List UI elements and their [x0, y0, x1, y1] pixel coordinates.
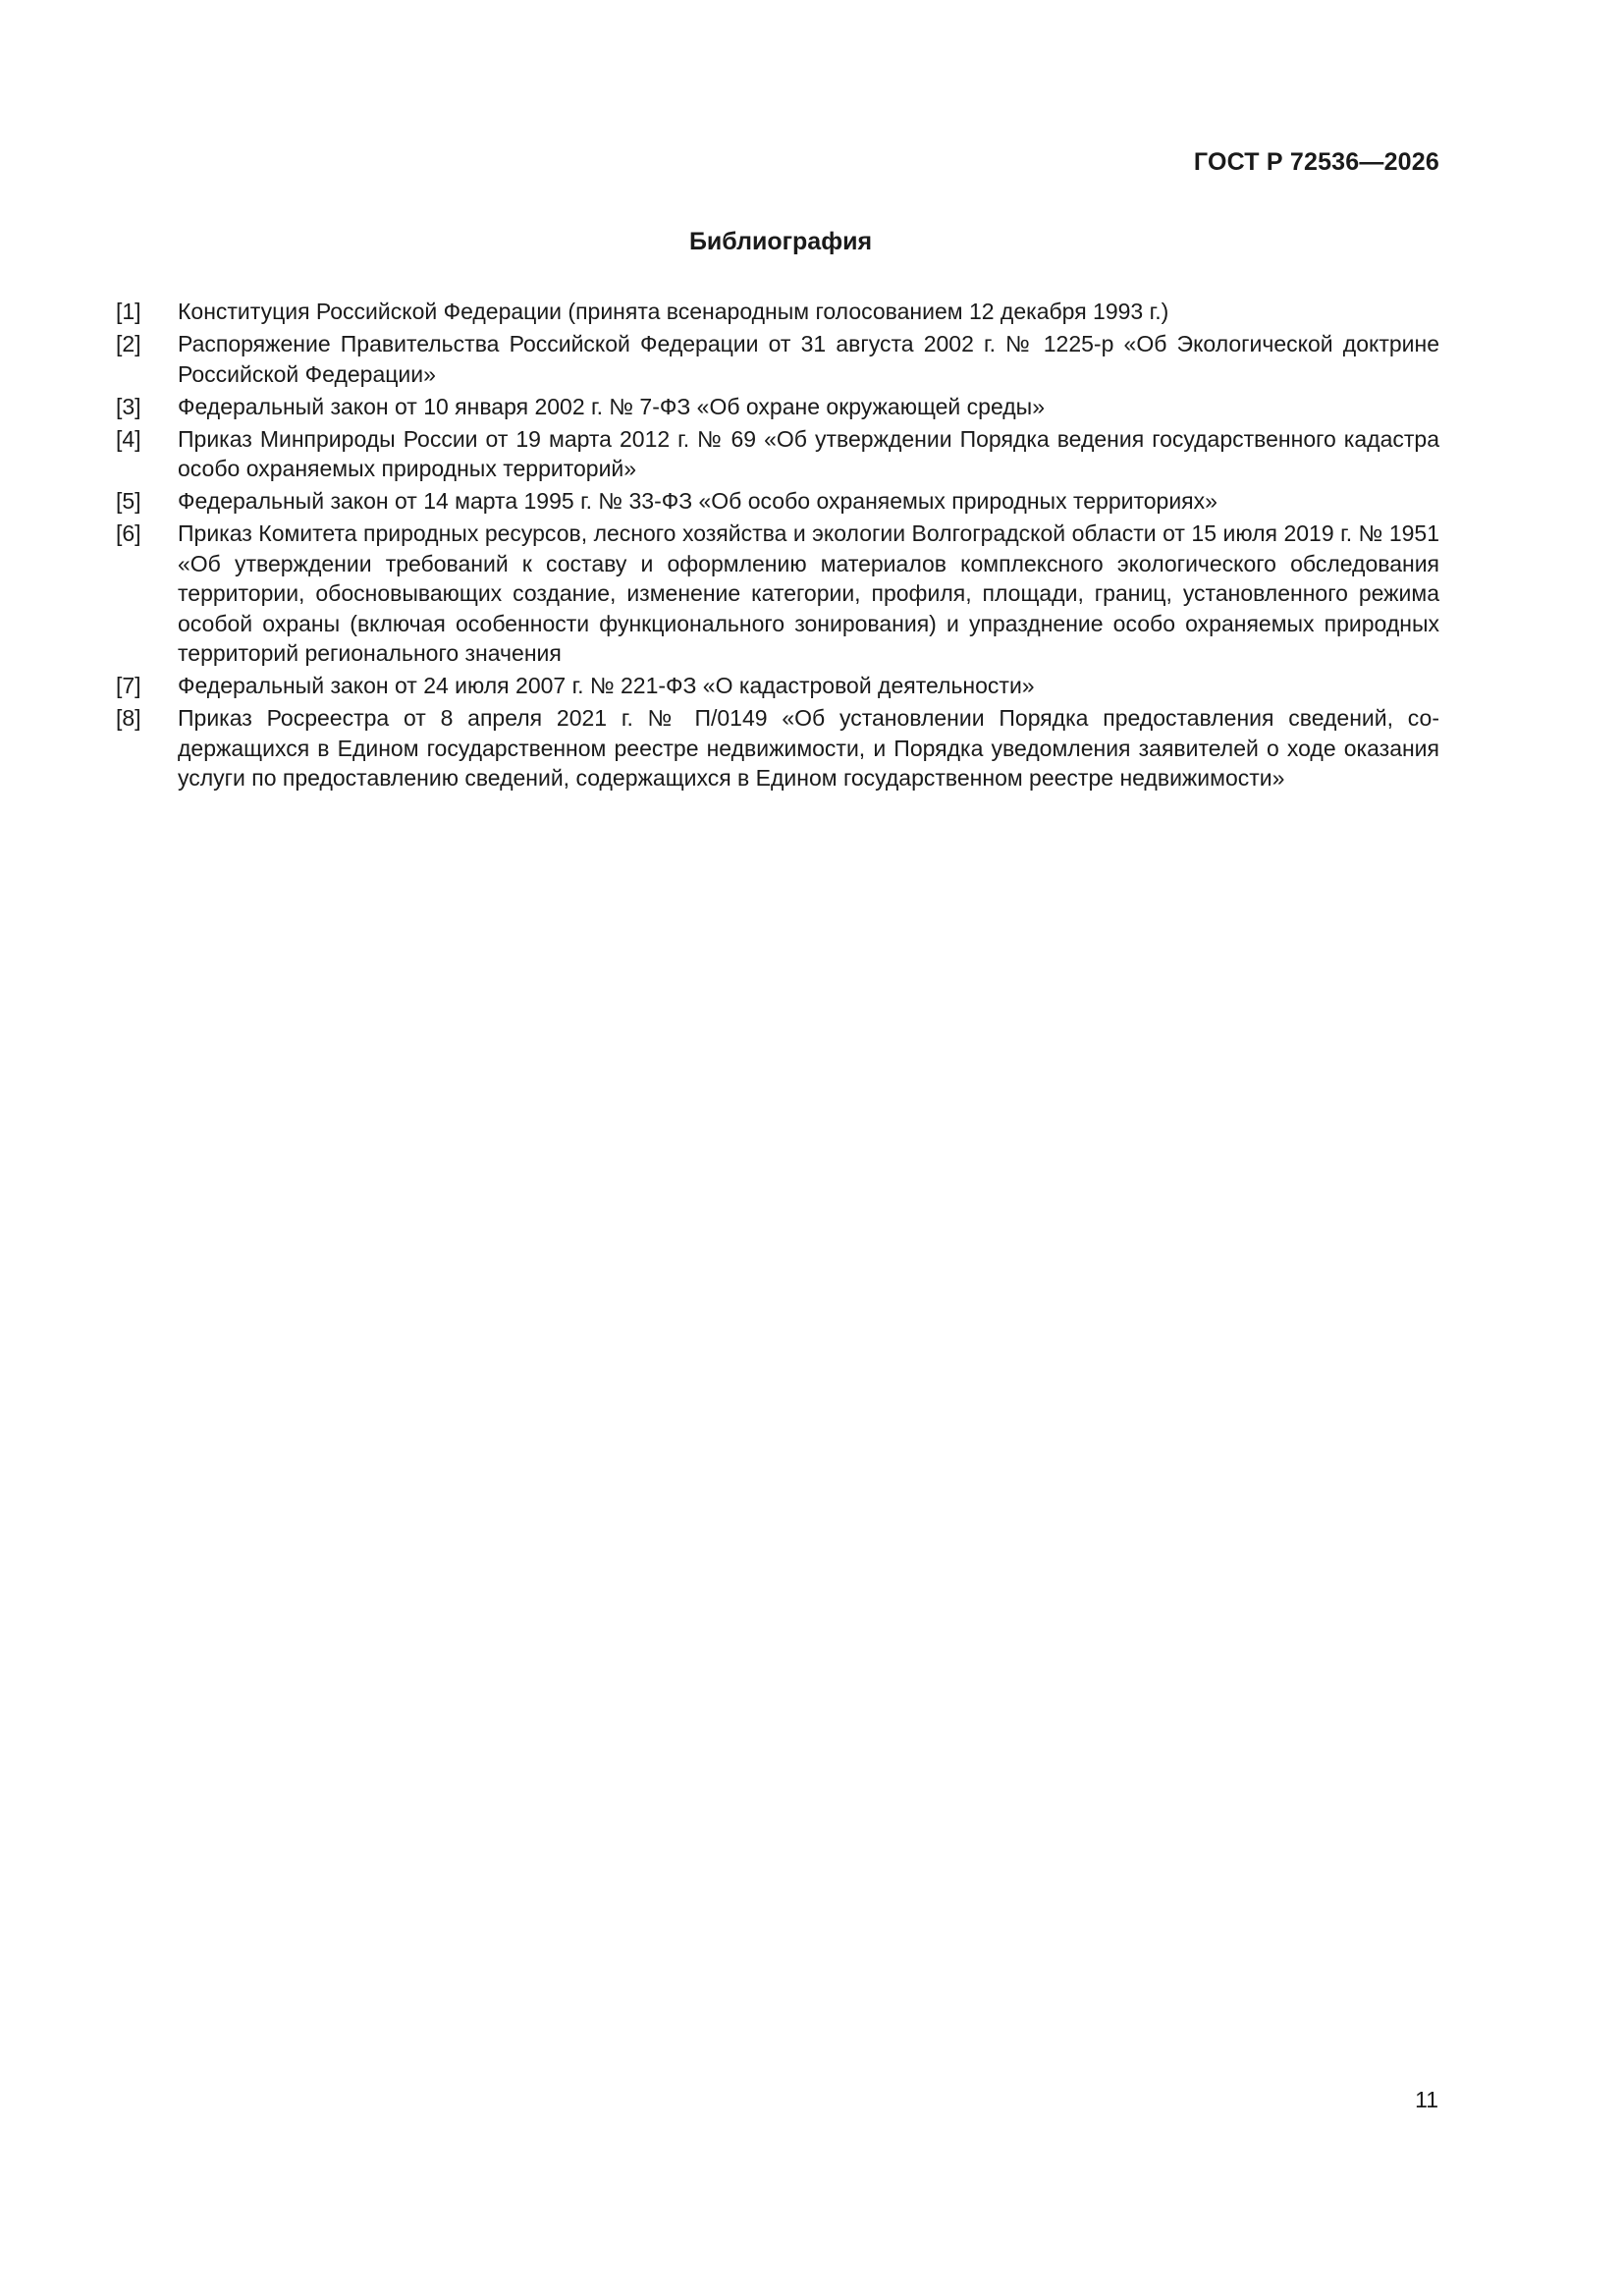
bibliography-item-number: [2]	[116, 331, 141, 356]
bibliography-item	[116, 486, 1439, 517]
bibliography-item-number: [5]	[116, 488, 141, 514]
bibliography-item	[116, 297, 1439, 327]
bibliography-item	[116, 703, 1439, 793]
bibliography-item-number: [4]	[116, 425, 141, 452]
bibliography-item-number: [8]	[116, 705, 141, 731]
bibliography-item	[116, 392, 1439, 422]
bibliography-item-number: [6]	[116, 520, 141, 546]
bibliography-item-text: Конституция Российской Федерации (принята всенародным голосованием 12 декабря 1993 г.)	[178, 299, 1169, 324]
bibliography-item-text: Приказ Росреестра от 8 апреля 2021 г. № П/0149 «Об установлении Порядка предоставления сведений, содержащихся в Едином государственном реестре недвижимости, и Порядка уведомления заявителей о ходе оказания услуги по предоставлению сведений, содержащихся в Едином государственном реестре недвижимости»	[178, 705, 1439, 791]
bibliography-item-number: [1]	[116, 299, 141, 324]
bibliography-item-text: Федеральный закон от 14 марта 1995 г. № 33-ФЗ «Об особо охраняемых природных территориях»	[178, 488, 1217, 514]
document-code: ГОСТ Р 72536—2026	[1193, 148, 1439, 176]
bibliography-item	[116, 671, 1439, 701]
bibliography-item-text: Федеральный закон от 24 июля 2007 г. № 221-ФЗ «О кадастровой деятельности»	[178, 673, 1035, 698]
bibliography-item-text: Федеральный закон от 10 января 2002 г. № 7-ФЗ «Об охране окружающей среды»	[178, 393, 1045, 419]
bibliography-item-text: Приказ Комитета природных ресурсов, лесного хозяйства и экологии Волгоградской области от 15 июля 2019 г. № 1951 «Об утверждении требований к составу и оформлению материалов комплексного экологического обследования территории, обосновывающих создание, изменение категории, профиля, площади, границ, установленного режима особой охраны (включая особенности функционального зонирования) и упразднение особо охраняемых природных территорий регионального значения	[178, 520, 1439, 666]
bibliography-list	[116, 297, 1439, 795]
bibliography-item-number: [3]	[116, 393, 141, 419]
bibliography-item	[116, 519, 1439, 669]
bibliography-item	[116, 424, 1439, 484]
bibliography-item-text: Приказ Минприроды России от 19 марта 2012 г. № 69 «Об утверждении Порядка ведения государственного кадастра особо охраняемых природных территорий»	[178, 425, 1439, 481]
bibliography-item-text: Распоряжение Правительства Российской Федерации от 31 августа 2002 г. № 1225-р «Об Экологической доктрине Российской Федерации»	[178, 331, 1439, 387]
bibliography-item	[116, 329, 1439, 389]
page-number: 11	[1415, 2087, 1438, 2112]
bibliography-title: Библиография	[688, 228, 873, 255]
bibliography-item-number: [7]	[116, 673, 141, 698]
